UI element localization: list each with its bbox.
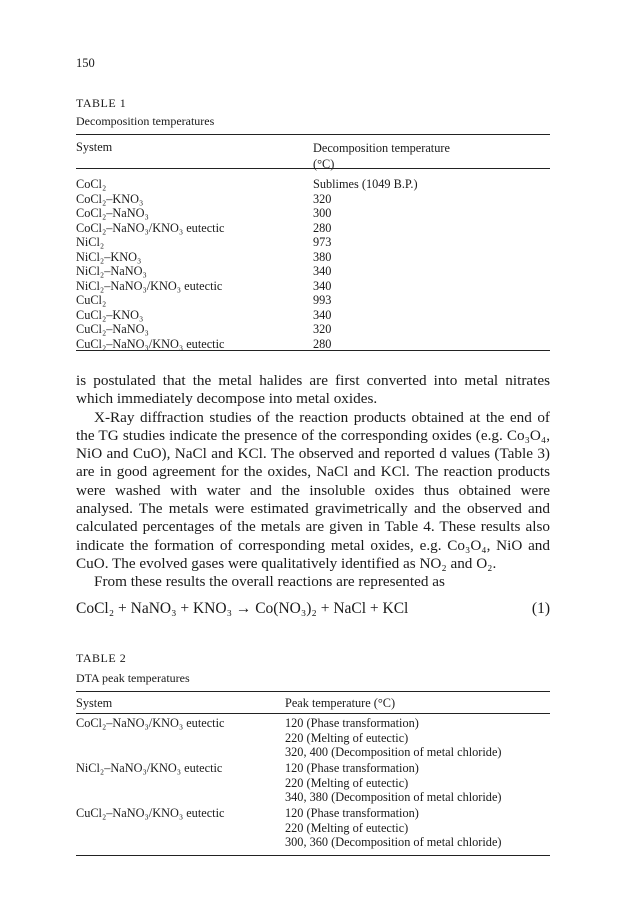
table1-rows (76, 177, 550, 351)
table2-label: TABLE 2 (76, 651, 127, 665)
row-system: NiCl₂–KNO₃ (76, 249, 142, 264)
peak-entry: 120 (Phase transformation) (285, 806, 419, 820)
row-temp: 993 (313, 293, 332, 307)
peak-entry: 320, 400 (Decomposition of metal chloride) (285, 745, 502, 759)
table2-header-rule (76, 713, 550, 714)
row-temp: 300 (313, 206, 332, 220)
table-row (76, 264, 550, 279)
peak-entry: 300, 360 (Decomposition of metal chloride) (285, 835, 502, 849)
row-temp: 973 (313, 235, 332, 249)
table-row (76, 192, 550, 207)
row-temp: 340 (313, 278, 332, 293)
paragraph: From these results the overall reactions are represented as (94, 573, 445, 591)
row-temp: 320 (313, 191, 332, 206)
table-row (76, 279, 550, 294)
row-system: CoCl₂ (76, 177, 107, 191)
equation-number: (1) (531, 600, 550, 617)
table2-caption: DTA peak temperatures (76, 671, 190, 685)
row-system: CuCl₂–NaNO₃/KNO₃ eutectic (76, 806, 225, 820)
table2-top-rule (76, 691, 550, 692)
table-row (76, 206, 550, 221)
table-row (76, 177, 550, 192)
row-system: CoCl₂–NaNO₃ (76, 206, 149, 220)
row-system: CuCl₂–KNO₃ (76, 307, 144, 322)
peak-entry: 120 (Phase transformation) (285, 761, 419, 775)
table1-top-rule (76, 134, 550, 135)
row-system: CuCl₂ (76, 293, 107, 307)
row-temp: 280 (313, 220, 332, 235)
row-temp: 340 (313, 264, 332, 278)
row-system: CoCl₂–NaNO₃/KNO₃ eutectic (76, 220, 225, 235)
row-temp: Sublimes (1049 B.P.) (313, 177, 418, 191)
row-peaks (285, 806, 502, 850)
peak-entry: 220 (Melting of eutectic) (285, 775, 409, 790)
row-peaks (285, 716, 502, 760)
table1-col-temp-title: Decomposition temperature (313, 141, 450, 155)
table1-col-temp-unit: (°C) (313, 157, 335, 171)
row-system: CoCl₂–KNO₃ (76, 191, 144, 206)
row-temp: 340 (313, 307, 332, 322)
row-system: CuCl₂–NaNO₃/KNO₃ eutectic (76, 336, 225, 351)
table1-bottom-rule (76, 350, 550, 351)
table1-caption: Decomposition temperatures (76, 114, 215, 128)
table2-col-peak: Peak temperature (°C) (285, 696, 396, 710)
table2-bottom-rule (76, 855, 550, 856)
equation (76, 600, 550, 618)
row-system: CoCl₂–NaNO₃/KNO₃ eutectic (76, 716, 225, 730)
peak-entry: 220 (Melting of eutectic) (285, 820, 409, 835)
peak-entry: 340, 380 (Decomposition of metal chloride) (285, 790, 502, 804)
row-peaks (285, 761, 502, 805)
page-number: 150 (76, 56, 95, 70)
table-row (76, 221, 550, 236)
row-system: NiCl₂–NaNO₃/KNO₃ eutectic (76, 278, 223, 293)
table1-label: TABLE 1 (76, 96, 127, 110)
paragraph: is postulated that the metal halides are first converted into metal nitrates which immediately decompose into metal oxides. (76, 372, 550, 408)
row-system: CuCl₂–NaNO₃ (76, 322, 149, 336)
peak-entry: 220 (Melting of eutectic) (285, 730, 409, 745)
row-system: NiCl₂ (76, 235, 105, 249)
table-row (76, 322, 550, 337)
table-row (76, 308, 550, 323)
table1-col-system: System (76, 140, 113, 154)
table2-col-system: System (76, 696, 113, 710)
row-system: NiCl₂–NaNO₃/KNO₃ eutectic (76, 761, 223, 775)
row-system: NiCl₂–NaNO₃ (76, 264, 147, 278)
row-temp: 380 (313, 249, 332, 264)
table-row (76, 337, 550, 352)
row-temp: 280 (313, 336, 332, 351)
row-temp: 320 (313, 322, 332, 336)
paragraph: X-Ray diffraction studies of the reaction products obtained at the end of the TG studies indicate the presence of the corresponding oxides (e.g. Co₃O₄, NiO and CuO), NaCl and KCl. The observed and reported d values (Table 3) are in good agreement for the oxides, NaCl and KCl. The reaction products were washed with water and the insoluble oxides thus obtained were analysed. The metals were estimated gravimetrically and the observed and calculated percentages of the metals are given in Table 4. These results also indicate the formation of corresponding metal oxides, e.g. Co₃O₄, NiO and CuO. The evolved gases were qualitatively identified as NO₂ and O₂. (76, 408, 550, 572)
table1-header-rule (76, 168, 550, 169)
equation-text: CoCl₂ + NaNO₃ + KNO₃ → Co(NO₃)₂ + NaCl + KCl (76, 600, 409, 617)
table-row (76, 293, 550, 308)
table-row (76, 235, 550, 250)
body-text (76, 372, 550, 592)
table-row (76, 250, 550, 265)
peak-entry: 120 (Phase transformation) (285, 716, 419, 730)
